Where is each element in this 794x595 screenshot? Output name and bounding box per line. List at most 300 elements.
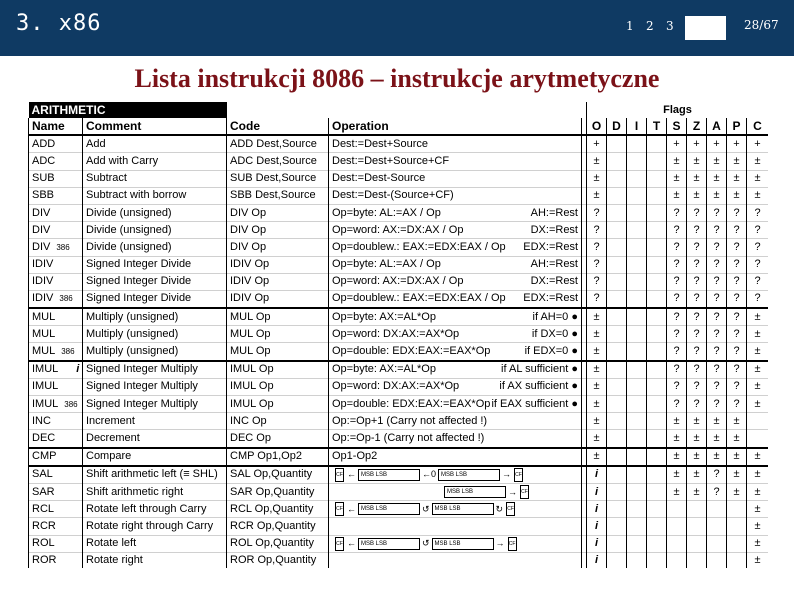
instruction-mnemonic: RCL bbox=[32, 502, 55, 515]
register-box: MSB LSB bbox=[358, 503, 420, 515]
table-row bbox=[29, 343, 769, 361]
instruction-mnemonic: IDIV bbox=[32, 292, 54, 305]
flag-cell-c: ± bbox=[747, 170, 769, 187]
table-row bbox=[29, 430, 769, 448]
cpu-suffix: 386 bbox=[59, 294, 73, 304]
cpu-suffix: 386 bbox=[64, 399, 78, 409]
operation-content bbox=[332, 397, 578, 412]
flag-cell-d bbox=[607, 222, 627, 239]
table-row bbox=[29, 361, 769, 379]
instruction-comment: Divide (unsigned) bbox=[83, 204, 227, 221]
flag-cell-t bbox=[647, 396, 667, 413]
flag-cell-t bbox=[647, 361, 667, 379]
flag-cell-z: ± bbox=[687, 413, 707, 430]
shift-arrow: → bbox=[495, 538, 505, 549]
carry-flag-box: CF bbox=[508, 537, 517, 551]
instruction-name bbox=[29, 170, 83, 187]
flag-cell-c: ? bbox=[747, 290, 769, 308]
flag-cell-p: ? bbox=[727, 204, 747, 221]
instruction-code: IMUL Op bbox=[227, 396, 329, 413]
operation-content bbox=[332, 206, 578, 221]
flag-cell-i bbox=[627, 326, 647, 343]
flag-cell-i bbox=[627, 501, 647, 518]
instruction-operation bbox=[329, 256, 582, 273]
operation-text: Op=word: AX:=DX:AX / Op bbox=[332, 223, 464, 236]
instruction-operation bbox=[329, 361, 582, 379]
flag-cell-d bbox=[607, 518, 627, 535]
instruction-code: RCL Op,Quantity bbox=[227, 501, 329, 518]
flag-cell-p: ? bbox=[727, 396, 747, 413]
flag-cell-a: ± bbox=[707, 153, 727, 170]
instruction-code: DIV Op bbox=[227, 239, 329, 256]
flag-header-d: D bbox=[607, 118, 627, 135]
flag-cell-p: ? bbox=[727, 378, 747, 395]
instruction-comment: Signed Integer Multiply bbox=[83, 396, 227, 413]
flag-cell-o: ? bbox=[587, 239, 607, 256]
operation-content bbox=[332, 291, 578, 306]
page-link-1[interactable]: 1 bbox=[626, 19, 634, 33]
flag-cell-c: ? bbox=[747, 239, 769, 256]
flag-cell-o: ± bbox=[587, 361, 607, 379]
flag-cell-z: ? bbox=[687, 378, 707, 395]
instruction-mnemonic: SUB bbox=[32, 172, 55, 185]
flag-cell-i bbox=[627, 153, 647, 170]
flag-cell-t bbox=[647, 187, 667, 204]
flag-cell-c: ± bbox=[747, 535, 769, 552]
flag-cell-a: ± bbox=[707, 170, 727, 187]
slide-title: Lista instrukcji 8086 – instrukcje arytmetyczne bbox=[134, 64, 660, 93]
flag-cell-o: i bbox=[587, 535, 607, 552]
instruction-name bbox=[29, 187, 83, 204]
flag-cell-p: ± bbox=[727, 448, 747, 466]
instruction-comment: Signed Integer Divide bbox=[83, 256, 227, 273]
register-box: MSB LSB bbox=[438, 469, 500, 481]
flag-cell-a: ? bbox=[707, 326, 727, 343]
flag-cell-d bbox=[607, 466, 627, 484]
shift-diagram bbox=[332, 537, 578, 551]
flag-cell-z: ? bbox=[687, 326, 707, 343]
operation-content bbox=[332, 310, 578, 325]
flag-cell-z bbox=[687, 552, 707, 568]
operation-content bbox=[332, 431, 578, 446]
shift-arrow: ← bbox=[347, 503, 356, 514]
table-row bbox=[29, 170, 769, 187]
flag-cell-o: ± bbox=[587, 308, 607, 326]
carry-flag-box: CF bbox=[335, 502, 344, 516]
flag-cell-t bbox=[647, 448, 667, 466]
flag-cell-p: ± bbox=[727, 153, 747, 170]
carry-flag-box: CF bbox=[506, 502, 515, 516]
flag-cell-t bbox=[647, 222, 667, 239]
instruction-operation bbox=[329, 466, 582, 484]
shift-diagram bbox=[332, 502, 578, 516]
flag-cell-c: ± bbox=[747, 448, 769, 466]
flag-cell-d bbox=[607, 430, 627, 448]
flag-header-c: C bbox=[747, 118, 769, 135]
instruction-operation bbox=[329, 308, 582, 326]
instruction-name bbox=[29, 466, 83, 484]
zero-input: 0 bbox=[431, 469, 437, 480]
instruction-comment: Add bbox=[83, 135, 227, 153]
shift-diagram bbox=[332, 554, 578, 568]
flag-cell-d bbox=[607, 256, 627, 273]
flag-cell-a: ? bbox=[707, 396, 727, 413]
flag-cell-c: ? bbox=[747, 273, 769, 290]
flag-cell-s: ? bbox=[667, 361, 687, 379]
instruction-operation bbox=[329, 273, 582, 290]
instruction-name bbox=[29, 343, 83, 361]
flag-cell-i bbox=[627, 308, 647, 326]
flag-cell-o: ± bbox=[587, 448, 607, 466]
table-header-row-2 bbox=[29, 118, 769, 135]
flag-cell-z: ± bbox=[687, 430, 707, 448]
instruction-name bbox=[29, 153, 83, 170]
flag-cell-c: ± bbox=[747, 187, 769, 204]
flag-cell-s: + bbox=[667, 135, 687, 153]
instruction-code: INC Op bbox=[227, 413, 329, 430]
flag-cell-o: ? bbox=[587, 273, 607, 290]
flag-cell-i bbox=[627, 204, 647, 221]
flag-cell-c: ? bbox=[747, 256, 769, 273]
instruction-operation bbox=[329, 290, 582, 308]
flag-cell-c: ± bbox=[747, 518, 769, 535]
register-box: MSB LSB bbox=[432, 503, 494, 515]
flag-cell-i bbox=[627, 448, 647, 466]
instruction-name bbox=[29, 430, 83, 448]
shift-arrow: ↺ bbox=[422, 503, 430, 514]
operation-content bbox=[332, 449, 578, 464]
flag-cell-p: ? bbox=[727, 361, 747, 379]
flag-cell-s bbox=[667, 518, 687, 535]
operation-result: DX:=Rest bbox=[530, 223, 578, 236]
flag-cell-z: ± bbox=[687, 466, 707, 484]
table-row bbox=[29, 308, 769, 326]
cpu-suffix: 386 bbox=[61, 347, 75, 357]
instruction-mnemonic: ADD bbox=[32, 137, 56, 150]
operation-text: Op=doublew.: EAX:=EDX:EAX / Op bbox=[332, 240, 506, 253]
flag-cell-s bbox=[667, 552, 687, 568]
instruction-code: DIV Op bbox=[227, 222, 329, 239]
flag-cell-z bbox=[687, 518, 707, 535]
flag-cell-o: i bbox=[587, 501, 607, 518]
flag-cell-i bbox=[627, 430, 647, 448]
flag-cell-p: ? bbox=[727, 256, 747, 273]
operation-text: Op:=Op-1 (Carry not affected !) bbox=[332, 431, 485, 444]
flag-cell-a: ± bbox=[707, 430, 727, 448]
instruction-table bbox=[28, 102, 768, 568]
flag-cell-c: ? bbox=[747, 222, 769, 239]
instruction-operation bbox=[329, 153, 582, 170]
shift-arrow: → bbox=[502, 469, 512, 480]
page-counter: 28/67 bbox=[744, 18, 779, 32]
flag-cell-i bbox=[627, 222, 647, 239]
flag-cell-c: ± bbox=[747, 361, 769, 379]
operation-content bbox=[332, 379, 578, 394]
instruction-mnemonic: DIV bbox=[32, 206, 51, 219]
operation-result: DX:=Rest bbox=[530, 275, 578, 288]
flag-cell-s: ? bbox=[667, 396, 687, 413]
flag-cell-z: ? bbox=[687, 290, 707, 308]
instruction-mnemonic: IMUL bbox=[32, 397, 59, 410]
flag-cell-o: i bbox=[587, 518, 607, 535]
instruction-name bbox=[29, 378, 83, 395]
cpu-suffix: i bbox=[76, 363, 80, 376]
flag-cell-c bbox=[747, 413, 769, 430]
table-row bbox=[29, 501, 769, 518]
flag-cell-o: i bbox=[587, 466, 607, 484]
flag-cell-d bbox=[607, 413, 627, 430]
instruction-operation bbox=[329, 222, 582, 239]
table-row bbox=[29, 326, 769, 343]
page-progress-box bbox=[685, 16, 726, 40]
instruction-name bbox=[29, 552, 83, 568]
instruction-mnemonic: ROR bbox=[32, 554, 57, 567]
instruction-code: CMP Op1,Op2 bbox=[227, 448, 329, 466]
instruction-operation bbox=[329, 448, 582, 466]
operation-result: AH:=Rest bbox=[530, 258, 578, 271]
instruction-mnemonic: MUL bbox=[32, 310, 56, 323]
operation-content bbox=[332, 188, 578, 203]
flag-cell-p: ? bbox=[727, 239, 747, 256]
flag-cell-a bbox=[707, 518, 727, 535]
operation-text: Op=double: EDX:EAX:=EAX*Op bbox=[332, 345, 491, 358]
operation-text: Op=word: DX:AX:=AX*Op bbox=[332, 380, 460, 393]
instruction-mnemonic: IMUL bbox=[32, 363, 59, 376]
instruction-comment: Add with Carry bbox=[83, 153, 227, 170]
flag-cell-s: ? bbox=[667, 343, 687, 361]
flag-cell-z: ? bbox=[687, 396, 707, 413]
table-row bbox=[29, 239, 769, 256]
operation-content bbox=[332, 274, 578, 289]
operation-text: Op=doublew.: EAX:=EDX:EAX / Op bbox=[332, 292, 506, 305]
flag-cell-o: ± bbox=[587, 170, 607, 187]
instruction-comment: Subtract bbox=[83, 170, 227, 187]
flag-cell-t bbox=[647, 153, 667, 170]
flag-cell-c: ± bbox=[747, 153, 769, 170]
flag-cell-p: ± bbox=[727, 483, 747, 500]
flag-cell-z: ± bbox=[687, 187, 707, 204]
instruction-code: IDIV Op bbox=[227, 290, 329, 308]
instruction-mnemonic: IMUL bbox=[32, 380, 59, 393]
col-operation-header: Operation bbox=[329, 118, 582, 135]
instruction-code: SAR Op,Quantity bbox=[227, 483, 329, 500]
flag-cell-t bbox=[647, 135, 667, 153]
flag-cell-o: ? bbox=[587, 222, 607, 239]
flag-cell-p: + bbox=[727, 135, 747, 153]
operation-content bbox=[332, 137, 578, 152]
flag-cell-a bbox=[707, 552, 727, 568]
carry-flag-box: CF bbox=[335, 468, 344, 482]
flag-cell-i bbox=[627, 290, 647, 308]
instruction-name bbox=[29, 135, 83, 153]
instruction-code: DIV Op bbox=[227, 204, 329, 221]
table-row bbox=[29, 535, 769, 552]
flag-cell-i bbox=[627, 535, 647, 552]
flag-cell-a: ? bbox=[707, 361, 727, 379]
flag-cell-s: ± bbox=[667, 466, 687, 484]
instruction-name bbox=[29, 222, 83, 239]
flag-cell-c: ± bbox=[747, 308, 769, 326]
flag-cell-p: ? bbox=[727, 343, 747, 361]
flag-cell-o: ? bbox=[587, 290, 607, 308]
flag-cell-o: ± bbox=[587, 343, 607, 361]
instruction-operation bbox=[329, 204, 582, 221]
flags-label: Flags bbox=[587, 102, 769, 118]
page-navigator[interactable] bbox=[619, 16, 726, 40]
flag-cell-s: ± bbox=[667, 413, 687, 430]
flag-cell-d bbox=[607, 239, 627, 256]
operation-text: Op=double: EDX:EAX:=EAX*Op bbox=[332, 397, 491, 410]
flag-header-i: I bbox=[627, 118, 647, 135]
instruction-name bbox=[29, 535, 83, 552]
flag-cell-i bbox=[627, 273, 647, 290]
instruction-name bbox=[29, 273, 83, 290]
flag-cell-d bbox=[607, 448, 627, 466]
flag-cell-z bbox=[687, 535, 707, 552]
flag-cell-s: ± bbox=[667, 170, 687, 187]
instruction-operation bbox=[329, 518, 582, 535]
flag-cell-i bbox=[627, 256, 647, 273]
table-row bbox=[29, 448, 769, 466]
flag-cell-d bbox=[607, 552, 627, 568]
flag-cell-t bbox=[647, 552, 667, 568]
instruction-operation bbox=[329, 187, 582, 204]
operation-text: Op=word: AX:=DX:AX / Op bbox=[332, 275, 464, 288]
page-link-2[interactable]: 2 bbox=[646, 19, 654, 33]
instruction-code: SAL Op,Quantity bbox=[227, 466, 329, 484]
table-header-row-1 bbox=[29, 102, 769, 118]
instruction-comment: Divide (unsigned) bbox=[83, 239, 227, 256]
instruction-mnemonic: IDIV bbox=[32, 275, 54, 288]
flag-cell-c: ± bbox=[747, 501, 769, 518]
instruction-code: SUB Dest,Source bbox=[227, 170, 329, 187]
operation-result: EDX:=Rest bbox=[523, 292, 578, 305]
instruction-operation bbox=[329, 396, 582, 413]
flag-cell-d bbox=[607, 501, 627, 518]
flag-cell-s: ? bbox=[667, 308, 687, 326]
instruction-operation bbox=[329, 501, 582, 518]
instruction-mnemonic: ROL bbox=[32, 537, 55, 550]
flag-cell-a: ? bbox=[707, 204, 727, 221]
flag-header-p: P bbox=[727, 118, 747, 135]
instruction-comment: Multiply (unsigned) bbox=[83, 343, 227, 361]
instruction-code: IDIV Op bbox=[227, 256, 329, 273]
col-comment-header: Comment bbox=[83, 118, 227, 135]
instruction-operation bbox=[329, 430, 582, 448]
instruction-comment: Rotate left through Carry bbox=[83, 501, 227, 518]
instruction-mnemonic: SBB bbox=[32, 189, 55, 202]
flag-cell-o: ± bbox=[587, 187, 607, 204]
page-link-3[interactable]: 3 bbox=[666, 19, 674, 33]
register-box: MSB LSB bbox=[444, 486, 506, 498]
instruction-operation bbox=[329, 535, 582, 552]
instruction-name bbox=[29, 483, 83, 500]
flag-cell-p: ± bbox=[727, 413, 747, 430]
flag-cell-c: ± bbox=[747, 396, 769, 413]
instruction-mnemonic: ADC bbox=[32, 154, 56, 167]
flag-cell-t bbox=[647, 273, 667, 290]
flag-cell-d bbox=[607, 170, 627, 187]
cpu-suffix: 386 bbox=[56, 242, 70, 252]
operation-content bbox=[332, 414, 578, 429]
register-box: MSB LSB bbox=[358, 538, 420, 550]
flag-cell-s: ± bbox=[667, 483, 687, 500]
operation-result: if EAX sufficient ● bbox=[491, 397, 578, 410]
flag-cell-s: ? bbox=[667, 204, 687, 221]
flag-cell-c: ± bbox=[747, 343, 769, 361]
instruction-operation bbox=[329, 135, 582, 153]
flag-cell-d bbox=[607, 153, 627, 170]
instruction-mnemonic: CMP bbox=[32, 450, 57, 463]
shift-diagram bbox=[332, 485, 578, 499]
flag-cell-z: ± bbox=[687, 170, 707, 187]
shift-arrow: ← bbox=[347, 538, 356, 549]
operation-result: if DX=0 ● bbox=[531, 327, 578, 340]
operation-text: Op=byte: AX:=AL*Op bbox=[332, 310, 436, 323]
flag-cell-t bbox=[647, 518, 667, 535]
flag-cell-p bbox=[727, 518, 747, 535]
table-row bbox=[29, 273, 769, 290]
flag-cell-s: ± bbox=[667, 448, 687, 466]
flag-cell-i bbox=[627, 187, 647, 204]
instruction-name bbox=[29, 204, 83, 221]
instruction-mnemonic: MUL bbox=[32, 345, 56, 358]
instruction-code: SBB Dest,Source bbox=[227, 187, 329, 204]
flag-cell-z: ± bbox=[687, 483, 707, 500]
flag-cell-s: ± bbox=[667, 187, 687, 204]
flag-cell-d bbox=[607, 378, 627, 395]
col-name-header: Name bbox=[29, 118, 83, 135]
instruction-operation bbox=[329, 552, 582, 568]
shift-arrow: → bbox=[508, 486, 517, 497]
flag-header-o: O bbox=[587, 118, 607, 135]
flag-cell-o: ± bbox=[587, 153, 607, 170]
flag-cell-p bbox=[727, 501, 747, 518]
flag-cell-i bbox=[627, 483, 647, 500]
operation-content bbox=[332, 362, 578, 377]
flag-cell-i bbox=[627, 170, 647, 187]
flag-cell-t bbox=[647, 256, 667, 273]
flag-cell-d bbox=[607, 396, 627, 413]
col-code-header: Code bbox=[227, 118, 329, 135]
flag-header-a: A bbox=[707, 118, 727, 135]
flag-cell-a: ? bbox=[707, 308, 727, 326]
table-row bbox=[29, 483, 769, 500]
flag-cell-z: ? bbox=[687, 222, 707, 239]
flag-cell-c bbox=[747, 430, 769, 448]
flag-cell-a: ? bbox=[707, 343, 727, 361]
shift-arrow: ↻ bbox=[495, 503, 504, 514]
operation-text: Dest:=Dest-Source bbox=[332, 172, 426, 185]
operation-content bbox=[332, 154, 578, 169]
flag-cell-a: ? bbox=[707, 378, 727, 395]
table-row bbox=[29, 552, 769, 568]
flag-cell-d bbox=[607, 343, 627, 361]
instruction-operation bbox=[329, 483, 582, 500]
flag-cell-z: ? bbox=[687, 308, 707, 326]
operation-content bbox=[332, 257, 578, 272]
flag-cell-d bbox=[607, 290, 627, 308]
flag-cell-t bbox=[647, 290, 667, 308]
operation-result: if AL sufficient ● bbox=[501, 363, 578, 376]
flag-cell-t bbox=[647, 378, 667, 395]
flag-cell-o: i bbox=[587, 483, 607, 500]
flag-cell-s bbox=[667, 535, 687, 552]
flag-cell-a: ? bbox=[707, 239, 727, 256]
instruction-comment: Shift arithmetic left (≡ SHL) bbox=[83, 466, 227, 484]
flag-cell-s: ? bbox=[667, 290, 687, 308]
instruction-comment: Subtract with borrow bbox=[83, 187, 227, 204]
